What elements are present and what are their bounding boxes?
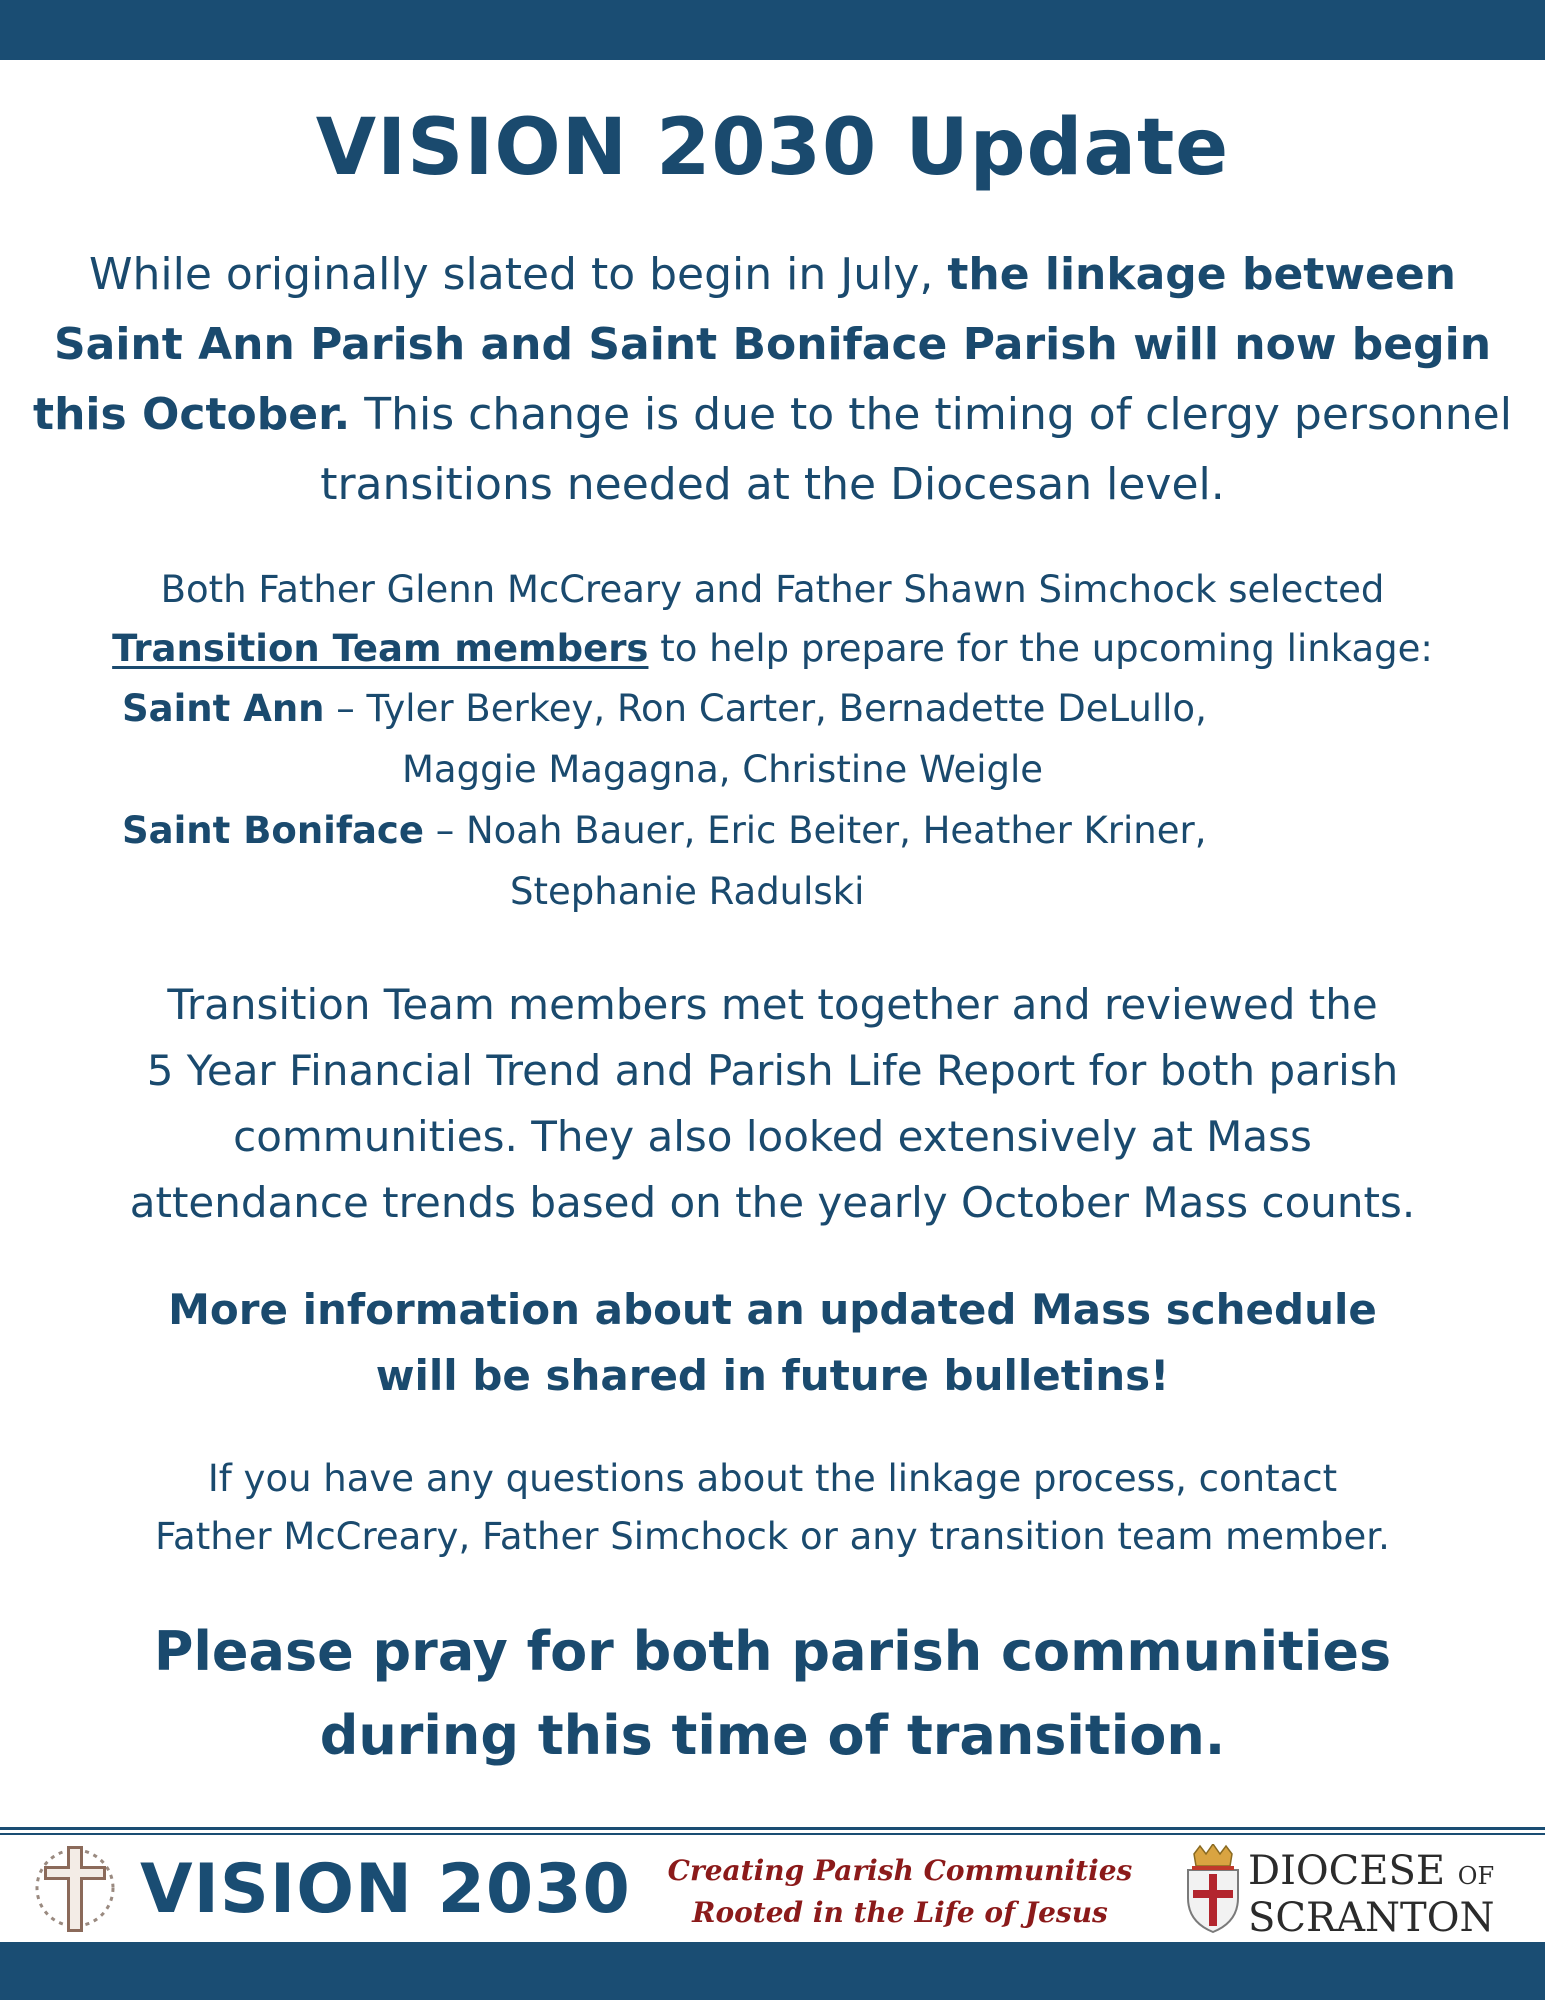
review-line3: communities. They also looked extensively at Mass	[233, 1112, 1312, 1161]
footer	[0, 1840, 1545, 1941]
cross-icon	[30, 1840, 120, 1936]
diocese-of: OF	[1457, 1862, 1495, 1890]
vision-2030-logo: VISION 2030	[140, 1850, 631, 1929]
transition-team-link[interactable]: Transition Team members	[112, 627, 649, 670]
footer-divider	[0, 1827, 1545, 1830]
prayer-request	[0, 1610, 1545, 1778]
review-line2: 5 Year Financial Trend and Parish Life Report for both parish	[146, 1046, 1399, 1095]
prayer-line1: Please pray for both parish communities	[153, 1620, 1392, 1683]
saint-ann-label: Saint Ann	[122, 687, 325, 730]
schedule-line1: More information about an updated Mass schedule	[168, 1285, 1377, 1334]
diocese-line1: DIOCESE	[1248, 1848, 1446, 1894]
diocese-crest-icon	[1180, 1844, 1246, 1934]
review-paragraph	[0, 972, 1545, 1236]
saint-ann-team	[122, 678, 1207, 739]
top-band	[0, 0, 1545, 60]
footer-divider-thin	[0, 1833, 1545, 1835]
saint-ann-members-line2: Maggie Magagna, Christine Weigle	[402, 748, 1044, 791]
tagline-line1: Creating Parish Communities	[667, 1854, 1133, 1887]
team-intro-line2-rest: to help prepare for the upcoming linkage:	[660, 627, 1433, 670]
team-intro-line2	[0, 619, 1545, 678]
saint-boniface-label: Saint Boniface	[122, 809, 424, 852]
tagline-line2: Rooted in the Life of Jesus	[692, 1896, 1108, 1929]
page-title: VISION 2030 Update	[315, 103, 1230, 193]
intro-bold: the linkage between Saint Ann Parish and Saint Boniface Parish will now begin this October.	[33, 249, 1492, 440]
team-intro-paragraph	[0, 560, 1545, 678]
intro-paragraph	[0, 240, 1545, 520]
intro-lead: While originally slated to begin in July,	[88, 249, 934, 300]
saint-boniface-members-line1: – Noah Bauer, Eric Beiter, Heather Kriner,	[435, 809, 1207, 852]
prayer-line2: during this time of transition.	[319, 1704, 1226, 1767]
questions-line1: If you have any questions about the linkage process, contact	[207, 1457, 1338, 1500]
bottom-band	[0, 1942, 1545, 2000]
saint-boniface-members-line2: Stephanie Radulski	[510, 870, 865, 913]
schedule-notice	[0, 1277, 1545, 1409]
saint-ann-members-line1: – Tyler Berkey, Ron Carter, Bernadette DeLullo,	[336, 687, 1207, 730]
questions-paragraph	[0, 1450, 1545, 1566]
review-line4: attendance trends based on the yearly October Mass counts.	[129, 1178, 1416, 1227]
schedule-line2: will be shared in future bulletins!	[375, 1351, 1170, 1400]
team-intro-line1: Both Father Glenn McCreary and Father Shawn Simchock selected	[160, 568, 1385, 611]
diocese-wordmark	[1248, 1850, 1494, 1939]
intro-rest: This change is due to the timing of clergy personnel transitions needed at the Diocesan level.	[320, 389, 1512, 510]
diocese-line2: SCRANTON	[1248, 1895, 1495, 1941]
questions-line2: Father McCreary, Father Simchock or any transition team member.	[155, 1515, 1390, 1558]
saint-boniface-team	[122, 800, 1207, 861]
review-line1: Transition Team members met together and reviewed the	[167, 980, 1378, 1029]
